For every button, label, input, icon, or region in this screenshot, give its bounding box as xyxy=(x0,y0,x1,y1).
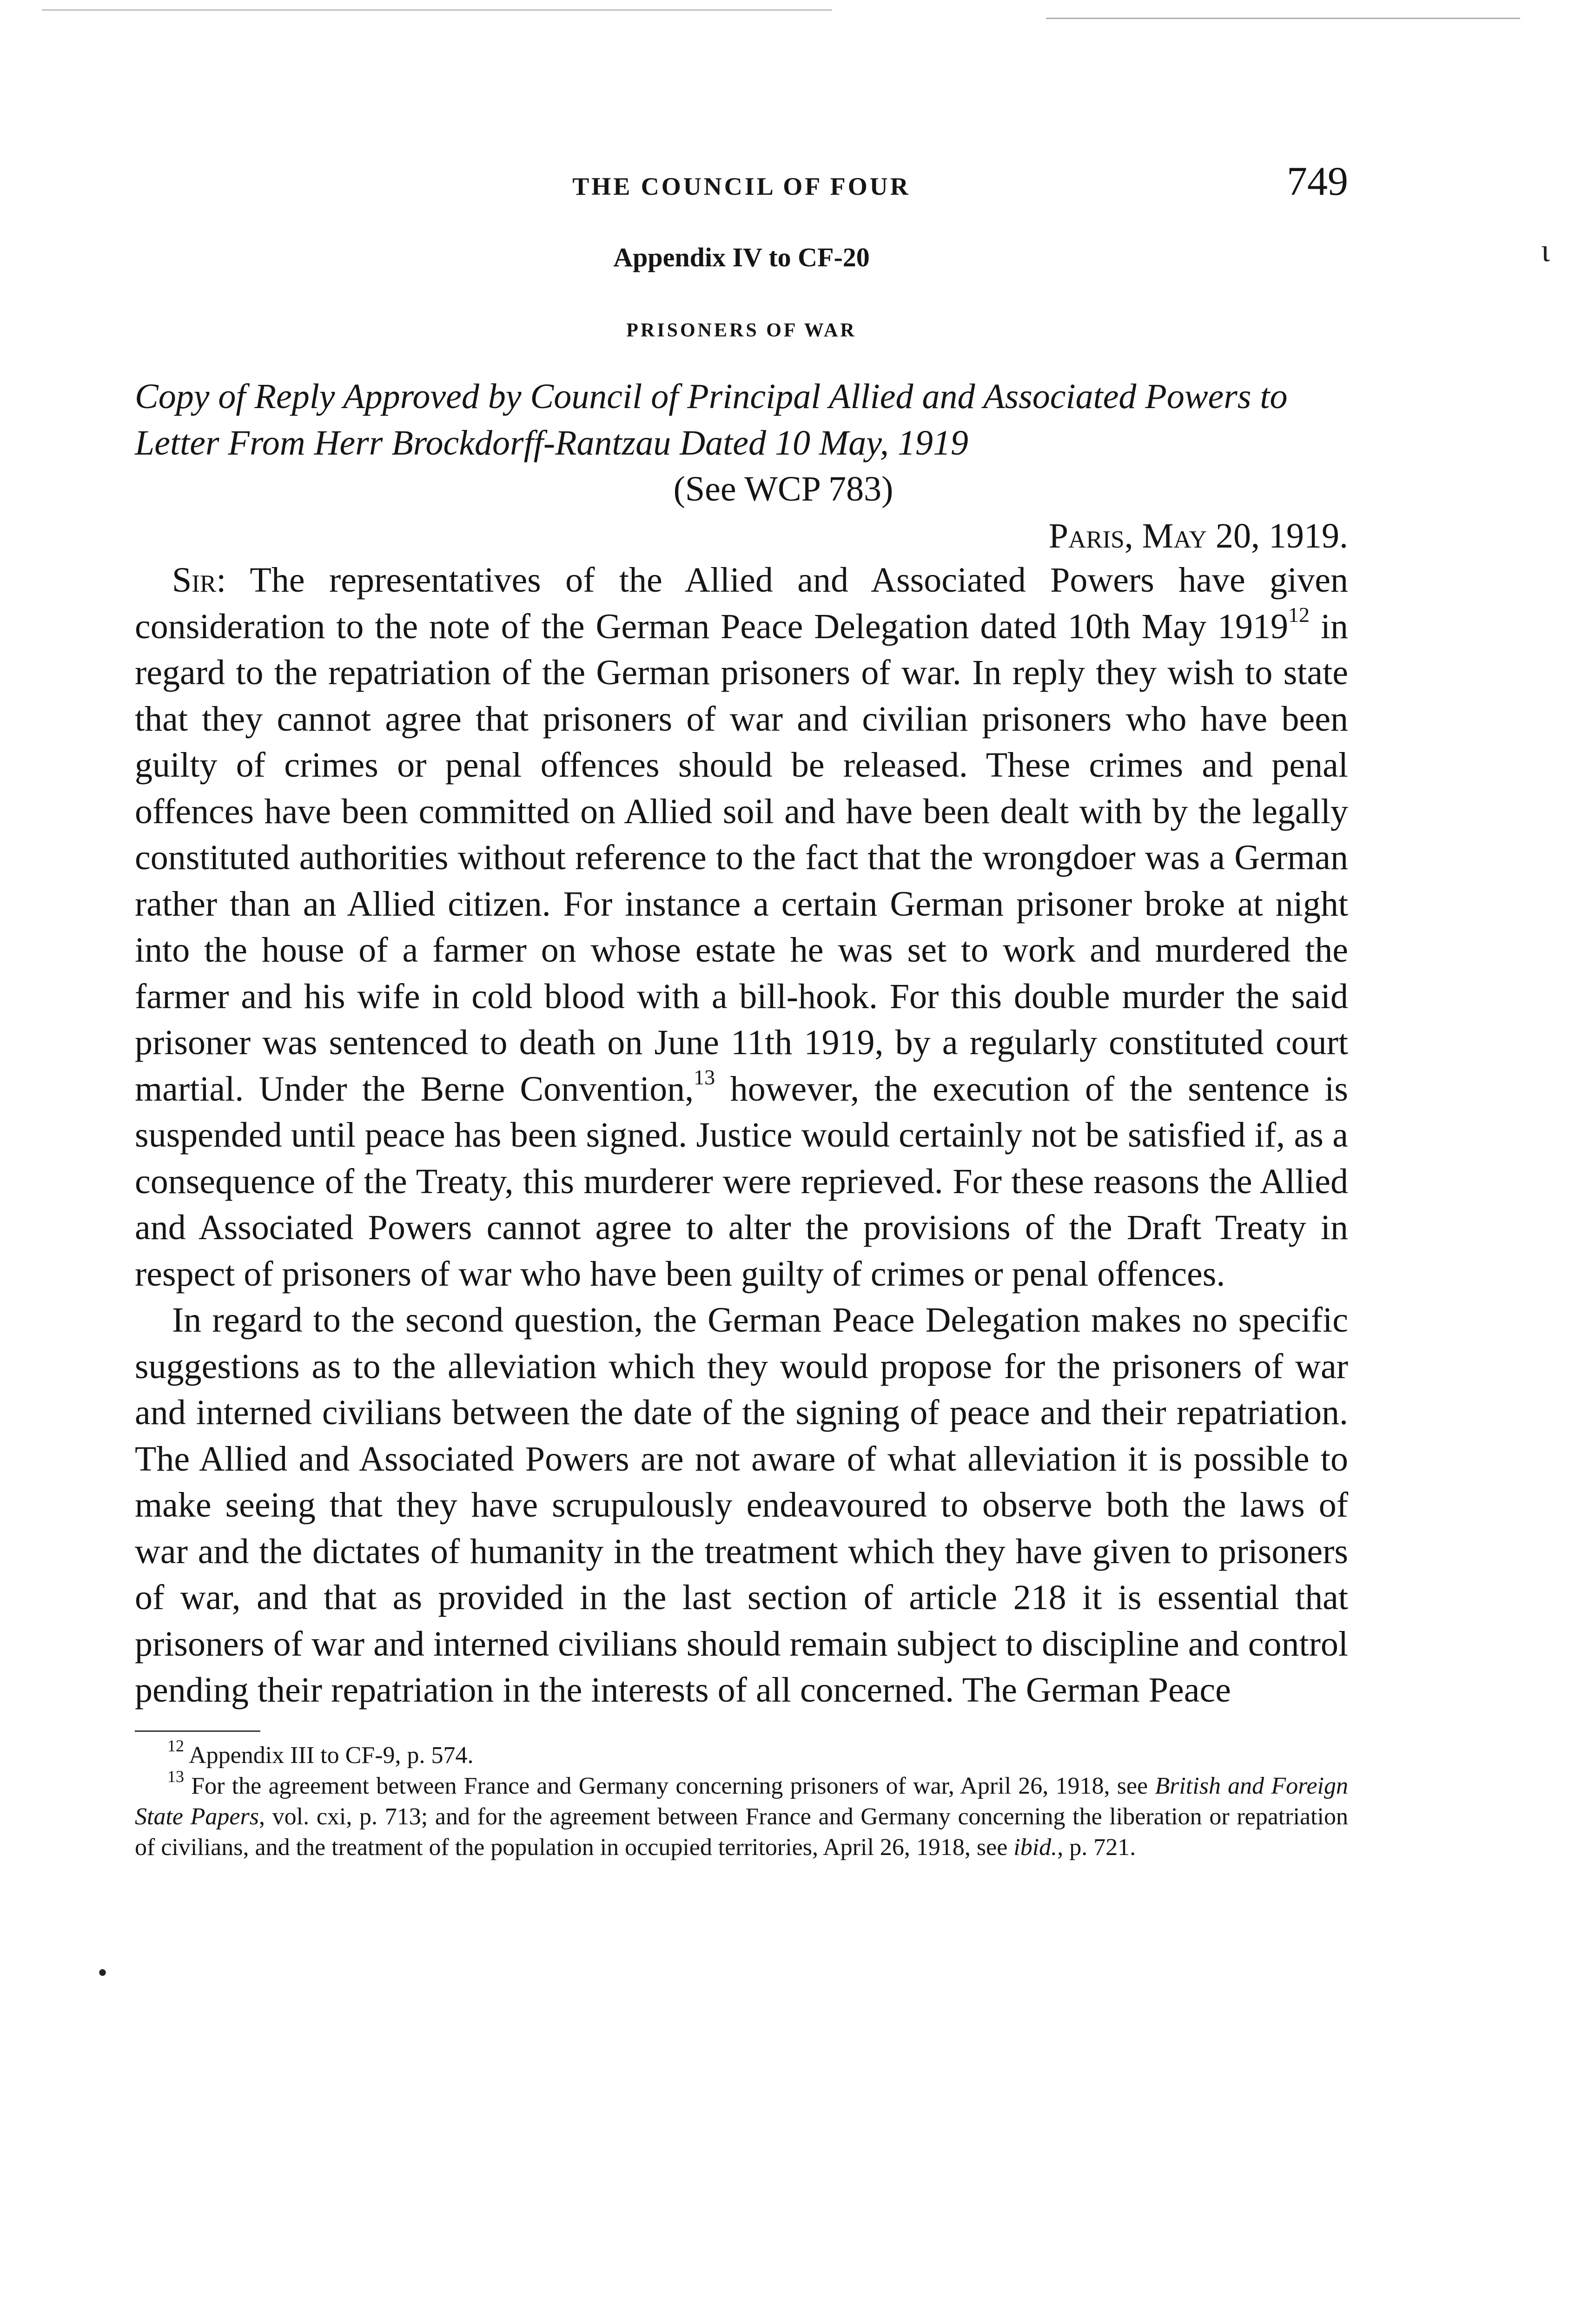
paragraph-1-part-a: : The representatives of the Allied and Associated Powers have given consideration to the note of the German Peace Delegation dated 10th May 1919 xyxy=(135,561,1348,646)
footnote-mark: 12 xyxy=(167,1736,184,1756)
footnote-ref-12: 12 xyxy=(1288,603,1310,627)
scan-edge-line-left xyxy=(42,9,832,11)
section-title: PRISONERS OF WAR xyxy=(626,320,857,341)
footnote-12 xyxy=(135,1736,1348,1771)
footnote-ref-13: 13 xyxy=(694,1065,715,1089)
document-heading: Copy of Reply Approved by Council of Principal Allied and Associated Powers to Letter From Herr Brockdorff-Rantzau Dated 10 May, 1919 xyxy=(135,377,1288,462)
footnote-text: , vol. cxi, p. 713; and for the agreement between France and Germany concerning the liberation or repatriation of civilians, and the treatment of the population in occupied territories, April 26, 1918, see xyxy=(135,1803,1348,1861)
margin-mark-right: ι xyxy=(1541,233,1550,269)
dateline-place: Paris, May xyxy=(1048,516,1207,555)
footnote-text: For the agreement between France and Germany concerning prisoners of war, April 26, 1918, see xyxy=(184,1772,1155,1799)
footnote-mark: 13 xyxy=(167,1767,184,1786)
margin-mark-left: • xyxy=(98,1957,108,1988)
page-number: 749 xyxy=(1287,159,1348,204)
footnotes xyxy=(135,1736,1348,1863)
running-title: THE COUNCIL OF FOUR xyxy=(572,172,911,200)
paragraph-1-part-b: in regard to the repatriation of the German prisoners of war. In reply they wish to state that they cannot agree that prisoners of war and civilian prisoners who have been guilty of crimes or penal offences should be released. These crimes and penal offences have been committed on Allied soil and have been dealt with by the legally constituted authorities without reference to the fact that the wrongdoer was a German rather than an Allied citizen. For instance a certain German prisoner broke at night into the house of a farmer on whose estate he was set to work and murdered the farmer and his wife in cold blood with a bill-hook. For this double murder the said prisoner was sentenced to death on June 11th 1919, by a regularly constituted court martial. Under the Berne Convention, xyxy=(135,607,1348,1109)
footnote-text: Appendix III to CF-9, p. 574. xyxy=(184,1742,474,1769)
paragraph-1 xyxy=(135,557,1348,1297)
appendix-title: Appendix IV to CF-20 xyxy=(613,242,870,272)
running-head xyxy=(135,153,1348,205)
book-page xyxy=(135,153,1348,1863)
salutation: Sir xyxy=(172,561,217,600)
footnote-13 xyxy=(135,1767,1348,1863)
dateline-date: 20, 1919. xyxy=(1207,516,1348,555)
paragraph-1-part-c: however, the execution of the sentence is suspended until peace has been signed. Justice would certainly not be satisfied if, as a consequence of the Treaty, this murderer were reprieved. For these reasons the Allied and Associated Powers cannot agree to alter the provisions of the Draft Treaty in respect of prisoners of war who have been guilty of crimes or penal offences. xyxy=(135,1069,1348,1294)
footnote-citation-title: British and Foreign State Papers xyxy=(135,1772,1348,1830)
scan-edge-line-right xyxy=(1046,18,1520,19)
paragraph-2: In regard to the second question, the German Peace Delegation makes no specific suggestions as to the alleviation which they would propose for the prisoners of war and interned civilians between the date of the signing of peace and their repatriation. The Allied and Associated Powers are not aware of what alleviation it is possible to make seeing that they have scrupulously endeavoured to observe both the laws of war and the dictates of humanity in the treatment which they have given to prisoners of war, and that as provided in the last section of article 218 it is essential that prisoners of war and interned civilians should remain subject to discipline and control pending their repatriation in the interests of all concerned. The German Peace xyxy=(135,1301,1348,1710)
footnote-text: , p. 721. xyxy=(1057,1834,1136,1861)
letter-body xyxy=(135,557,1348,1714)
footnote-divider xyxy=(135,1730,260,1732)
footnote-ibid: ibid. xyxy=(1013,1834,1058,1861)
dateline xyxy=(135,516,1348,556)
see-reference: (See WCP 783) xyxy=(673,469,893,508)
